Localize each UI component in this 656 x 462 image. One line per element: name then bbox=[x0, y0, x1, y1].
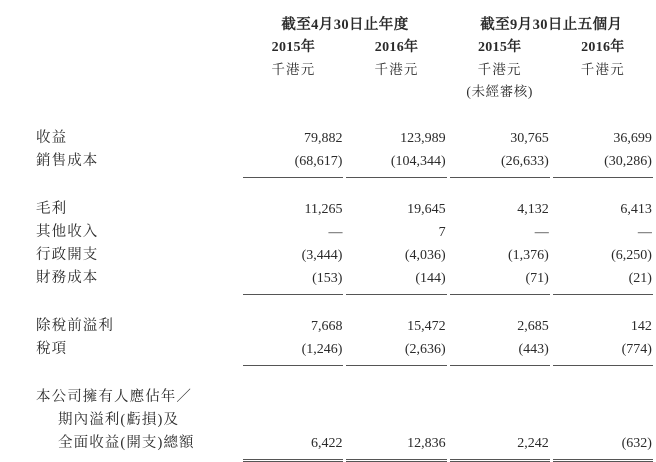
subtotal-rule-row bbox=[0, 287, 656, 295]
subtotal-rule-c3 bbox=[450, 170, 550, 178]
cell-finance-costs-c3: (71) bbox=[525, 271, 549, 286]
table-row bbox=[0, 383, 656, 406]
rule-blank bbox=[0, 452, 243, 461]
row-label-cost-of-sales: 銷售成本 bbox=[36, 153, 99, 169]
subtotal-rule-c2 bbox=[346, 287, 446, 295]
subtotal-rule-row bbox=[0, 358, 656, 366]
cell-gross-profit-c4: 6,413 bbox=[620, 202, 652, 217]
cell-revenue-c3: 30,765 bbox=[510, 131, 549, 146]
table-row bbox=[0, 241, 656, 264]
cell-total-line-2-c1 bbox=[243, 406, 343, 429]
spacer-cell bbox=[0, 178, 656, 196]
cell-profit-before-tax-c2: 15,472 bbox=[407, 319, 446, 334]
subtotal-rule-c1 bbox=[243, 170, 343, 178]
section-spacer bbox=[0, 178, 656, 196]
header-sub-col3-unaudited: (未經審核) bbox=[466, 84, 533, 99]
row-label-taxation: 稅項 bbox=[36, 341, 68, 357]
table-row bbox=[0, 218, 656, 241]
table-row bbox=[0, 429, 656, 452]
cell-revenue-c4: 36,699 bbox=[613, 131, 652, 146]
cell-taxation-c2: (2,636) bbox=[404, 342, 446, 357]
header-unit-row bbox=[0, 56, 656, 78]
cell-gross-profit-c2: 19,645 bbox=[407, 202, 446, 217]
table-row bbox=[0, 124, 656, 147]
cell-total-line-2-c3 bbox=[450, 406, 550, 429]
cell-cost-of-sales-c3: (26,633) bbox=[500, 154, 549, 169]
subtotal-rule-c3 bbox=[450, 358, 550, 366]
cell-other-income-c2: 7 bbox=[438, 225, 446, 240]
cell-total-line-1-c4 bbox=[553, 383, 653, 406]
cell-finance-costs-c4: (21) bbox=[628, 271, 652, 286]
cell-finance-costs-c2: (144) bbox=[415, 271, 446, 286]
cell-total-comprehensive-income-c4: (632) bbox=[621, 436, 652, 451]
table-row bbox=[0, 406, 656, 429]
table-row bbox=[0, 195, 656, 218]
rule-blank bbox=[0, 170, 243, 178]
header-year-col1: 2015年 bbox=[271, 40, 316, 55]
cell-cost-of-sales-c4: (30,286) bbox=[604, 154, 652, 169]
spacer-cell bbox=[0, 295, 656, 313]
cell-finance-costs-c1: (153) bbox=[312, 271, 343, 286]
subtotal-rule-c2 bbox=[346, 170, 446, 178]
table-row bbox=[0, 335, 656, 358]
cell-total-line-1-c1 bbox=[243, 383, 343, 406]
cell-total-comprehensive-income-c2: 12,836 bbox=[407, 436, 446, 451]
grand-total-rule-c3 bbox=[450, 452, 550, 461]
table-row bbox=[0, 264, 656, 287]
grand-total-rule-c2 bbox=[346, 452, 446, 461]
row-label-total-line-1: 本公司擁有人應佔年／ bbox=[36, 389, 192, 405]
header-sub-col2 bbox=[346, 78, 446, 100]
cell-total-line-2-c2 bbox=[346, 406, 446, 429]
subtotal-rule-c1 bbox=[243, 358, 343, 366]
spacer-cell bbox=[0, 366, 656, 384]
row-label-revenue: 收益 bbox=[36, 130, 68, 146]
cell-administrative-expenses-c4: (6,250) bbox=[611, 248, 652, 263]
cell-revenue-c2: 123,989 bbox=[400, 131, 446, 146]
subtotal-rule-c4 bbox=[553, 170, 653, 178]
subtotal-rule-c4 bbox=[553, 358, 653, 366]
section-spacer bbox=[0, 366, 656, 384]
header-blank bbox=[0, 78, 243, 100]
header-unit-col4: 千港元 bbox=[580, 62, 625, 77]
cell-profit-before-tax-c1: 7,668 bbox=[310, 319, 343, 334]
header-blank bbox=[0, 34, 243, 56]
header-sub-col4 bbox=[553, 78, 653, 100]
header-group-row bbox=[0, 0, 656, 34]
cell-cost-of-sales-c1: (68,617) bbox=[294, 154, 343, 169]
cell-profit-before-tax-c3: 2,685 bbox=[517, 319, 549, 334]
header-unit-col1: 千港元 bbox=[271, 62, 316, 77]
header-body-spacer bbox=[0, 100, 656, 124]
header-year-col4: 2016年 bbox=[581, 40, 625, 55]
header-unit-col2: 千港元 bbox=[374, 62, 419, 77]
header-unit-col3: 千港元 bbox=[477, 62, 522, 77]
grand-total-rule-row bbox=[0, 452, 656, 461]
cell-other-income-c4: — bbox=[637, 225, 652, 240]
group-header-five-months-ended: 截至9月30日止五個月 bbox=[480, 17, 623, 33]
subtotal-rule-c4 bbox=[553, 287, 653, 295]
cell-cost-of-sales-c2: (104,344) bbox=[390, 154, 446, 169]
cell-taxation-c4: (774) bbox=[621, 342, 652, 357]
row-label-administrative-expenses: 行政開支 bbox=[36, 247, 99, 263]
cell-administrative-expenses-c1: (3,444) bbox=[301, 248, 343, 263]
table-row bbox=[0, 147, 656, 170]
header-sub-col1 bbox=[243, 78, 343, 100]
row-label-total-line-2: 期內溢利(虧損)及 bbox=[58, 412, 180, 428]
subtotal-rule-c3 bbox=[450, 287, 550, 295]
header-subunit-row bbox=[0, 78, 656, 100]
spacer-cell bbox=[0, 100, 656, 124]
cell-other-income-c3: — bbox=[534, 225, 549, 240]
header-blank bbox=[0, 56, 243, 78]
cell-total-comprehensive-income-c1: 6,422 bbox=[310, 436, 343, 451]
cell-gross-profit-c1: 11,265 bbox=[304, 202, 343, 217]
row-label-other-income: 其他收入 bbox=[36, 224, 99, 240]
cell-administrative-expenses-c2: (4,036) bbox=[404, 248, 446, 263]
cell-administrative-expenses-c3: (1,376) bbox=[507, 248, 549, 263]
row-label-total-comprehensive-income: 全面收益(開支)總額 bbox=[58, 435, 195, 451]
row-label-finance-costs: 財務成本 bbox=[36, 270, 99, 286]
cell-other-income-c1: — bbox=[328, 225, 343, 240]
cell-taxation-c1: (1,246) bbox=[301, 342, 343, 357]
grand-total-rule-c1 bbox=[243, 452, 343, 461]
grand-total-rule-c4 bbox=[553, 452, 653, 461]
header-corner-blank bbox=[0, 0, 243, 34]
cell-total-line-2-c4 bbox=[553, 406, 653, 429]
header-year-col3: 2015年 bbox=[477, 40, 522, 55]
cell-gross-profit-c3: 4,132 bbox=[517, 202, 549, 217]
row-label-profit-before-tax: 除稅前溢利 bbox=[36, 318, 114, 334]
row-label-gross-profit: 毛利 bbox=[36, 201, 68, 217]
section-spacer bbox=[0, 295, 656, 313]
group-header-year-ended: 截至4月30日止年度 bbox=[281, 17, 409, 33]
header-year-row bbox=[0, 34, 656, 56]
cell-profit-before-tax-c4: 142 bbox=[630, 319, 652, 334]
table-row bbox=[0, 312, 656, 335]
header-year-col2: 2016年 bbox=[374, 40, 419, 55]
cell-taxation-c3: (443) bbox=[518, 342, 549, 357]
subtotal-rule-row bbox=[0, 170, 656, 178]
subtotal-rule-c2 bbox=[346, 358, 446, 366]
rule-blank bbox=[0, 358, 243, 366]
cell-total-comprehensive-income-c3: 2,242 bbox=[517, 436, 549, 451]
cell-revenue-c1: 79,882 bbox=[303, 131, 343, 146]
subtotal-rule-c1 bbox=[243, 287, 343, 295]
cell-total-line-1-c2 bbox=[346, 383, 446, 406]
cell-total-line-1-c3 bbox=[450, 383, 550, 406]
rule-blank bbox=[0, 287, 243, 295]
